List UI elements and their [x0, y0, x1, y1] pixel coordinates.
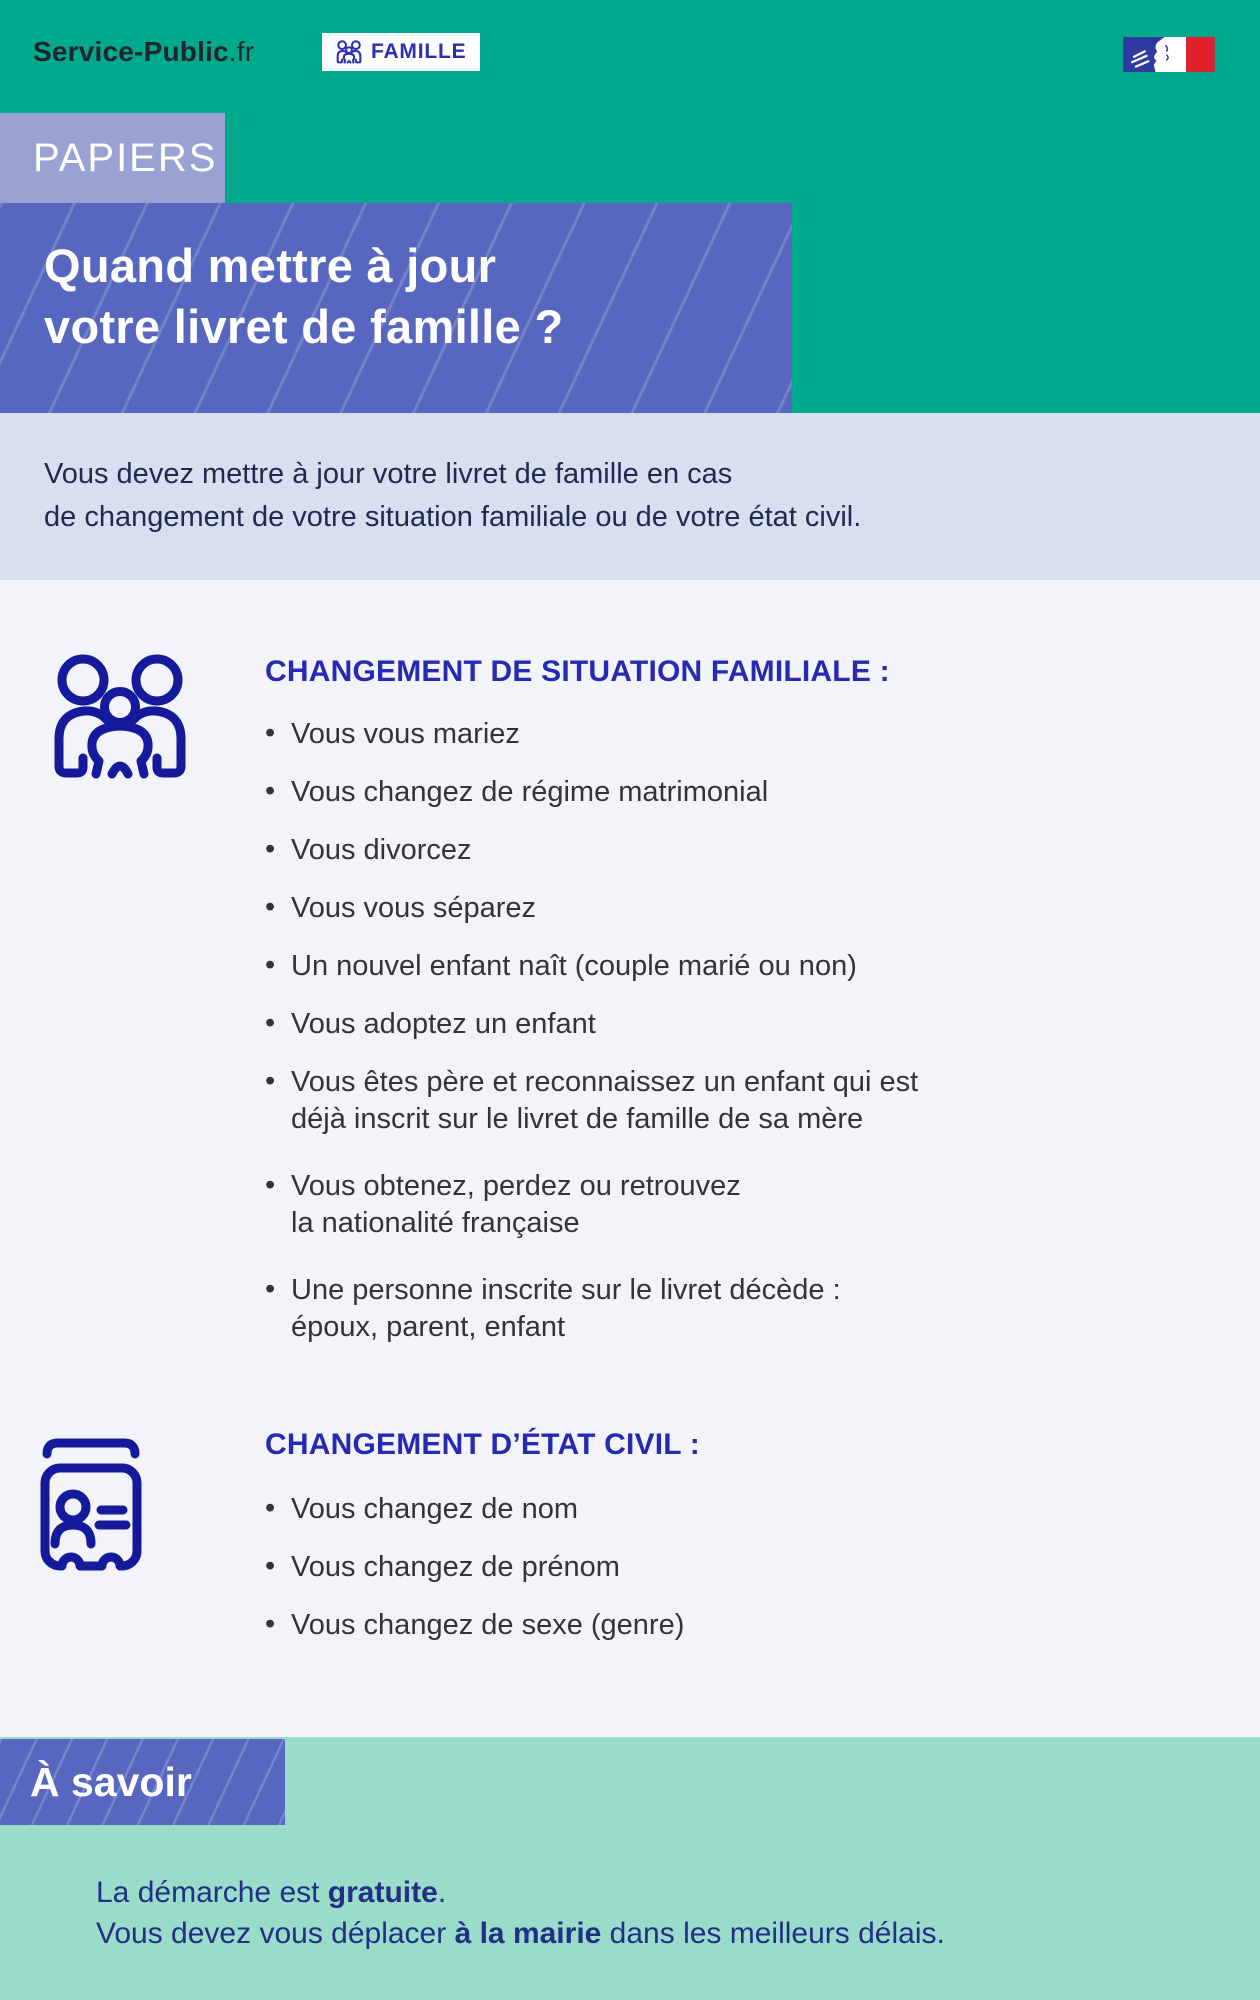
brand-name: Service-Public — [33, 36, 229, 67]
list-item — [263, 1607, 1063, 1644]
list-item — [263, 1491, 1063, 1528]
list-item — [263, 1168, 1063, 1242]
section-heading-situation-familiale: CHANGEMENT DE SITUATION FAMILIALE : — [265, 655, 890, 688]
footer-line1-pre: La démarche est — [96, 1876, 328, 1909]
list-item — [263, 1064, 1063, 1138]
footer-line1-post: . — [437, 1876, 447, 1909]
list-item — [263, 774, 1063, 811]
intro-line1: Vous devez mettre à jour votre livret de famille en cas — [44, 458, 733, 490]
list-item — [263, 1272, 1063, 1346]
page-title — [44, 235, 792, 357]
a-savoir-text: À savoir — [30, 1758, 192, 1805]
list-item-line: • Vous êtes père et reconnaissez un enfant qui est — [291, 1066, 919, 1098]
intro-band — [0, 413, 1260, 580]
category-label — [0, 113, 225, 203]
french-republic-marianne-logo — [1118, 37, 1220, 72]
list-item-line: • Vous adoptez un enfant — [291, 1008, 596, 1040]
bullet-list-etat-civil — [263, 1491, 1063, 1665]
list-item-line: la nationalité française — [291, 1207, 580, 1239]
footer-line2-pre: Vous devez vous déplacer — [96, 1917, 455, 1950]
page-title-line1: Quand mettre à jour — [44, 239, 497, 292]
footer-line2-post: dans les meilleurs délais. — [601, 1917, 945, 1950]
list-item-line: • Vous obtenez, perdez ou retrouvez — [291, 1170, 741, 1202]
list-item — [263, 1549, 1063, 1586]
footer-line1-bold: gratuite — [327, 1876, 438, 1909]
badge-label: FAMILLE — [371, 40, 467, 63]
bullet-list-situation-familiale — [263, 716, 1063, 1376]
list-item-line: • Vous changez de régime matrimonial — [291, 776, 769, 808]
list-item-line: • Une personne inscrite sur le livret décède : — [291, 1274, 841, 1306]
family-icon — [50, 653, 190, 781]
brand-suffix: .fr — [228, 36, 255, 67]
list-item-line: • Vous vous mariez — [291, 718, 520, 750]
footer-note-line1 — [96, 1872, 945, 1913]
list-item-line: déjà inscrit sur le livret de famille de sa mère — [291, 1103, 864, 1135]
family-icon — [336, 40, 362, 64]
footer-line2-bold: à la mairie — [454, 1917, 602, 1950]
id-card-icon — [38, 1430, 144, 1574]
brand — [33, 36, 254, 68]
list-item — [263, 890, 1063, 927]
category-label-text: PAPIERS — [33, 135, 218, 180]
list-item-line: • Un nouvel enfant naît (couple marié ou non) — [291, 950, 857, 982]
page-title-line2: votre livret de famille ? — [44, 300, 564, 353]
list-item-line: époux, parent, enfant — [291, 1311, 566, 1343]
list-item-line: • Vous divorcez — [291, 834, 472, 866]
title-banner — [0, 203, 792, 413]
a-savoir-label — [0, 1739, 285, 1825]
footer-note — [96, 1872, 945, 1954]
list-item — [263, 1006, 1063, 1043]
footer-note-line2 — [96, 1913, 945, 1954]
list-item-line: • Vous changez de prénom — [291, 1551, 620, 1583]
list-item-line: • Vous vous séparez — [291, 892, 537, 924]
list-item-line: • Vous changez de sexe (genre) — [291, 1609, 685, 1641]
list-item-line: • Vous changez de nom — [291, 1493, 578, 1525]
list-item — [263, 832, 1063, 869]
list-item — [263, 716, 1063, 753]
intro-line2: de changement de votre situation familiale ou de votre état civil. — [44, 501, 862, 533]
famille-badge — [322, 33, 480, 71]
section-heading-etat-civil: CHANGEMENT D’ÉTAT CIVIL : — [265, 1428, 700, 1461]
list-item — [263, 948, 1063, 985]
